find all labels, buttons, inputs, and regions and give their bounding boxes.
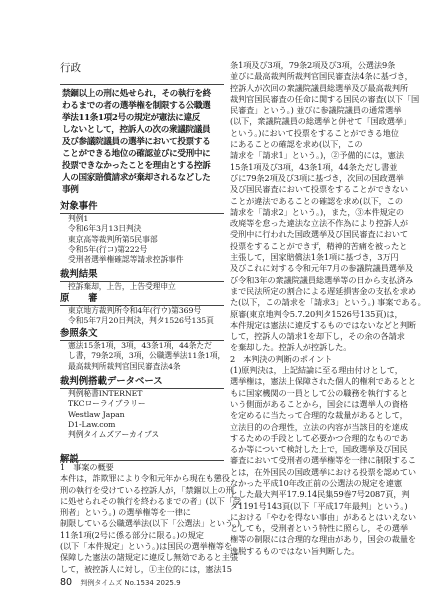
page-number: 80 bbox=[60, 577, 73, 588]
heading-rule bbox=[60, 84, 224, 85]
commentary-line: 請求を「請求2」という。)，また，③本件規定の bbox=[230, 206, 404, 217]
category-heading bbox=[60, 60, 81, 75]
database-line: 判例秘書INTERNET bbox=[68, 389, 143, 398]
commentary-line: とした最大判平17.9.14民集59巻7号2087頁，判 bbox=[230, 489, 410, 500]
commentary-line: としても，受刑者という特性に照らし，その選挙 bbox=[230, 523, 408, 534]
commentary-line: びに79条2項及び3項に基づき，次回の国政選挙 bbox=[230, 172, 404, 183]
commentary-line: とは，在外国民の国政選挙における投票を認めてい bbox=[230, 466, 417, 477]
commentary-line: 本件規定は憲法に違反するものではないなどと判断 bbox=[230, 319, 417, 330]
database-line: 判例タイムズアーカイブス bbox=[68, 430, 160, 440]
section-refs-label: 参照条文 bbox=[60, 328, 98, 339]
section-case-body bbox=[68, 214, 224, 265]
reference-line: 最高裁判所裁判官国民審査法4条 bbox=[68, 361, 181, 371]
title-line: 人の国家賠償請求が棄却されるなどした bbox=[62, 173, 211, 183]
commentary-line: 条1項及び3項，79条2項及び3項，公選法9条 bbox=[230, 60, 396, 70]
database-line: D1-Law.com bbox=[68, 419, 116, 429]
commentary-line: 主張して，国家賠償法1条1項に基づき，3万円 bbox=[230, 252, 399, 263]
section-lower-label: 原 審 bbox=[60, 293, 98, 304]
commentary-line: 選挙権は，憲法上保障された個人的権利であるとと bbox=[230, 376, 417, 387]
title-line: しないとして，控訴人の次の衆議院議員 bbox=[62, 125, 211, 135]
title-line: 事例 bbox=[62, 185, 79, 195]
category-label: 行政 bbox=[60, 62, 81, 74]
lower-court-line: 令和5年7月20日判決，判タ1526号135頁 bbox=[68, 316, 214, 326]
commentary-line: 請求を「請求1」という。)，②予備的には，憲法 bbox=[230, 150, 404, 161]
commentary-line: もに国家機関の一員として公の職務を執行すると bbox=[230, 387, 408, 398]
commentary-line: (以下，衆議院議員の総選挙と併せて「国政選挙」 bbox=[230, 116, 412, 127]
section-result-label: 裁判結果 bbox=[60, 269, 98, 280]
commentary-line: を定めるに当たって合理的な裁量があるとして， bbox=[230, 410, 408, 421]
commentary-line: (以下「本件規定」という。)は国民の選挙権等を bbox=[60, 541, 232, 552]
commentary-line: 民審査」という。) 並びに参議院議員の通常選挙 bbox=[230, 105, 402, 116]
lower-court-line: 東京地方裁判所令和4年(行ウ)第369号 bbox=[68, 306, 202, 315]
commentary-line: 2 本判決の判断のポイント bbox=[230, 353, 333, 364]
commentary-line: に処せられその執行を終わるまでの者」(以下「受 bbox=[60, 495, 242, 506]
commentary-line: という。)において投票をすることができる地位 bbox=[230, 127, 399, 138]
commentary-line: ことが違法であることの確認を求め(以下，この bbox=[230, 195, 403, 206]
case-summary-title bbox=[62, 88, 224, 196]
commentary-line: 改廃等を怠った違法な立法不作為により控訴人が bbox=[230, 218, 408, 229]
title-line: 及び参議院議員の選挙において投票する bbox=[62, 137, 211, 147]
case-info-line: 東京高等裁判所第5民事部 bbox=[68, 234, 158, 244]
section-case-label: 対象事件 bbox=[60, 201, 98, 212]
commentary-right-column bbox=[230, 60, 426, 557]
commentary-line: まで民法所定の割合による遅延損害金の支払を求め bbox=[230, 285, 417, 296]
title-line: 投票できなかったことを理由とする控訴 bbox=[62, 161, 211, 171]
commentary-line: るか等について検討した上で，国政選挙及び国民 bbox=[230, 444, 408, 455]
commentary-line: 原審(東京地判令5.7.20判タ1526号135頁)は， bbox=[230, 308, 403, 319]
commentary-left-column bbox=[60, 462, 242, 575]
commentary-line: を棄却した。控訴人が控訴した。 bbox=[230, 342, 352, 353]
result-line: 控訴棄却，上告，上告受理申立 bbox=[68, 282, 176, 291]
section-lower-body bbox=[68, 306, 224, 327]
commentary-line: 立法目的の合理性，立法の内容が当該目的を達成 bbox=[230, 421, 408, 432]
commentary-line: するための手段として必要かつ合理的なものであ bbox=[230, 432, 408, 443]
commentary-line: 裁判官国民審査の任命に関する国民の審査(以下「国 bbox=[230, 93, 420, 104]
commentary-line: 並びに最高裁判所裁判官国民審査法4条に基づき， bbox=[230, 71, 413, 82]
commentary-line: 及びこれに対する令和元年7月の参議院議員選挙及 bbox=[230, 263, 414, 274]
section-db-body bbox=[68, 389, 224, 440]
commentary-rule bbox=[60, 460, 224, 461]
commentary-line: び令和3年の衆議院議員総選挙等の日から支払済み bbox=[230, 274, 414, 285]
commentary-line: 投票をすることができず，精神的苦痛を被ったと bbox=[230, 240, 408, 251]
reference-line: 憲法15条1項，3項，43条1項，44条ただ bbox=[68, 341, 212, 350]
commentary-line: して，控訴人の請求1を却下し，その余の各請求 bbox=[230, 331, 405, 342]
title-line: 禁錮以上の刑に処せられ，その執行を終 bbox=[62, 89, 211, 99]
database-line: TKCローライブラリー bbox=[68, 399, 146, 409]
title-line: わるまでの者の選挙権を制限する公職選 bbox=[62, 101, 211, 111]
commentary-line: 権等の制限には合理的な理由があり，国会の裁量を bbox=[230, 534, 417, 545]
case-info-line: 令和5年(行コ)第222号 bbox=[68, 244, 148, 254]
publication-info: 判例タイムズ No.1534 2025.9 bbox=[80, 579, 181, 587]
case-info-line: 判例1 bbox=[68, 214, 89, 223]
section-result-body bbox=[68, 282, 224, 292]
commentary-line: 刑の執行を受けている控訴人が，「禁錮以上の刑 bbox=[60, 484, 234, 495]
page-footer bbox=[60, 577, 181, 588]
commentary-line: 受刑中に行われた国政選挙及び国民審査において bbox=[230, 229, 408, 240]
commentary-line: (1)原判決は，上記結論に至る理由付けとして， bbox=[230, 365, 403, 376]
title-line: 挙法11条1項2号の規定が憲法に違反 bbox=[62, 113, 200, 123]
commentary-line: なかった平成10年改正前の公選法の規定を違憲 bbox=[230, 477, 402, 488]
reference-line: し書，79条2項，3項，公職選挙法11条1項， bbox=[68, 351, 226, 361]
title-line: ことができる地位の確認並びに受刑中に bbox=[62, 149, 211, 159]
commentary-line: た(以下，この請求を「請求3」という。) 事案である。 bbox=[230, 297, 426, 308]
commentary-line: における「やむを得ない事由」があるとはいえない bbox=[230, 511, 417, 522]
commentary-line: いう側面があることから，国会には選挙人の資格 bbox=[230, 398, 408, 409]
case-info-line: 受刑者選挙権確認等請求控訴事件 bbox=[68, 255, 184, 265]
commentary-line: タ1191号143頁(以下「平成17年最判」という。) bbox=[230, 500, 408, 511]
commentary-line: にあることの確認を求め(以下，この bbox=[230, 139, 363, 150]
commentary-line: 保障した憲法の諸規定に違反し無効であると主張 bbox=[60, 552, 238, 563]
commentary-line: 11条1項(2号に係る部分に限る。)の規定 bbox=[60, 529, 204, 540]
case-info-line: 令和6年3月13日判決 bbox=[68, 224, 142, 234]
database-line: Westlaw Japan bbox=[68, 409, 125, 419]
commentary-line: 制限している公職選挙法(以下「公選法」という。) bbox=[60, 518, 241, 529]
commentary-line: 逸脱するものではない旨判断した。 bbox=[230, 545, 360, 556]
commentary-line: して，被控訴人に対し，①主位的には，憲法15 bbox=[60, 563, 232, 574]
commentary-line: 審査において受刑者の選挙権等を一律に制限するこ bbox=[230, 455, 417, 466]
commentary-line: 1 事案の概要 bbox=[60, 462, 114, 472]
section-refs-body bbox=[68, 341, 224, 372]
commentary-line: 刑者」という。) の選挙権等を一律に bbox=[60, 507, 191, 518]
commentary-line: 本件は，詐欺罪により令和元年から現在も懲役 bbox=[60, 473, 230, 484]
commentary-line: 及び国民審査において投票をすることができない bbox=[230, 184, 408, 195]
commentary-line: 15条1項及び3項，43条1項，44条ただし書並 bbox=[230, 161, 398, 172]
commentary-line: 控訴人が次回の衆議院議員総選挙及び最高裁判所 bbox=[230, 82, 408, 93]
section-db-label: 裁判例搭載データベース bbox=[60, 376, 163, 387]
